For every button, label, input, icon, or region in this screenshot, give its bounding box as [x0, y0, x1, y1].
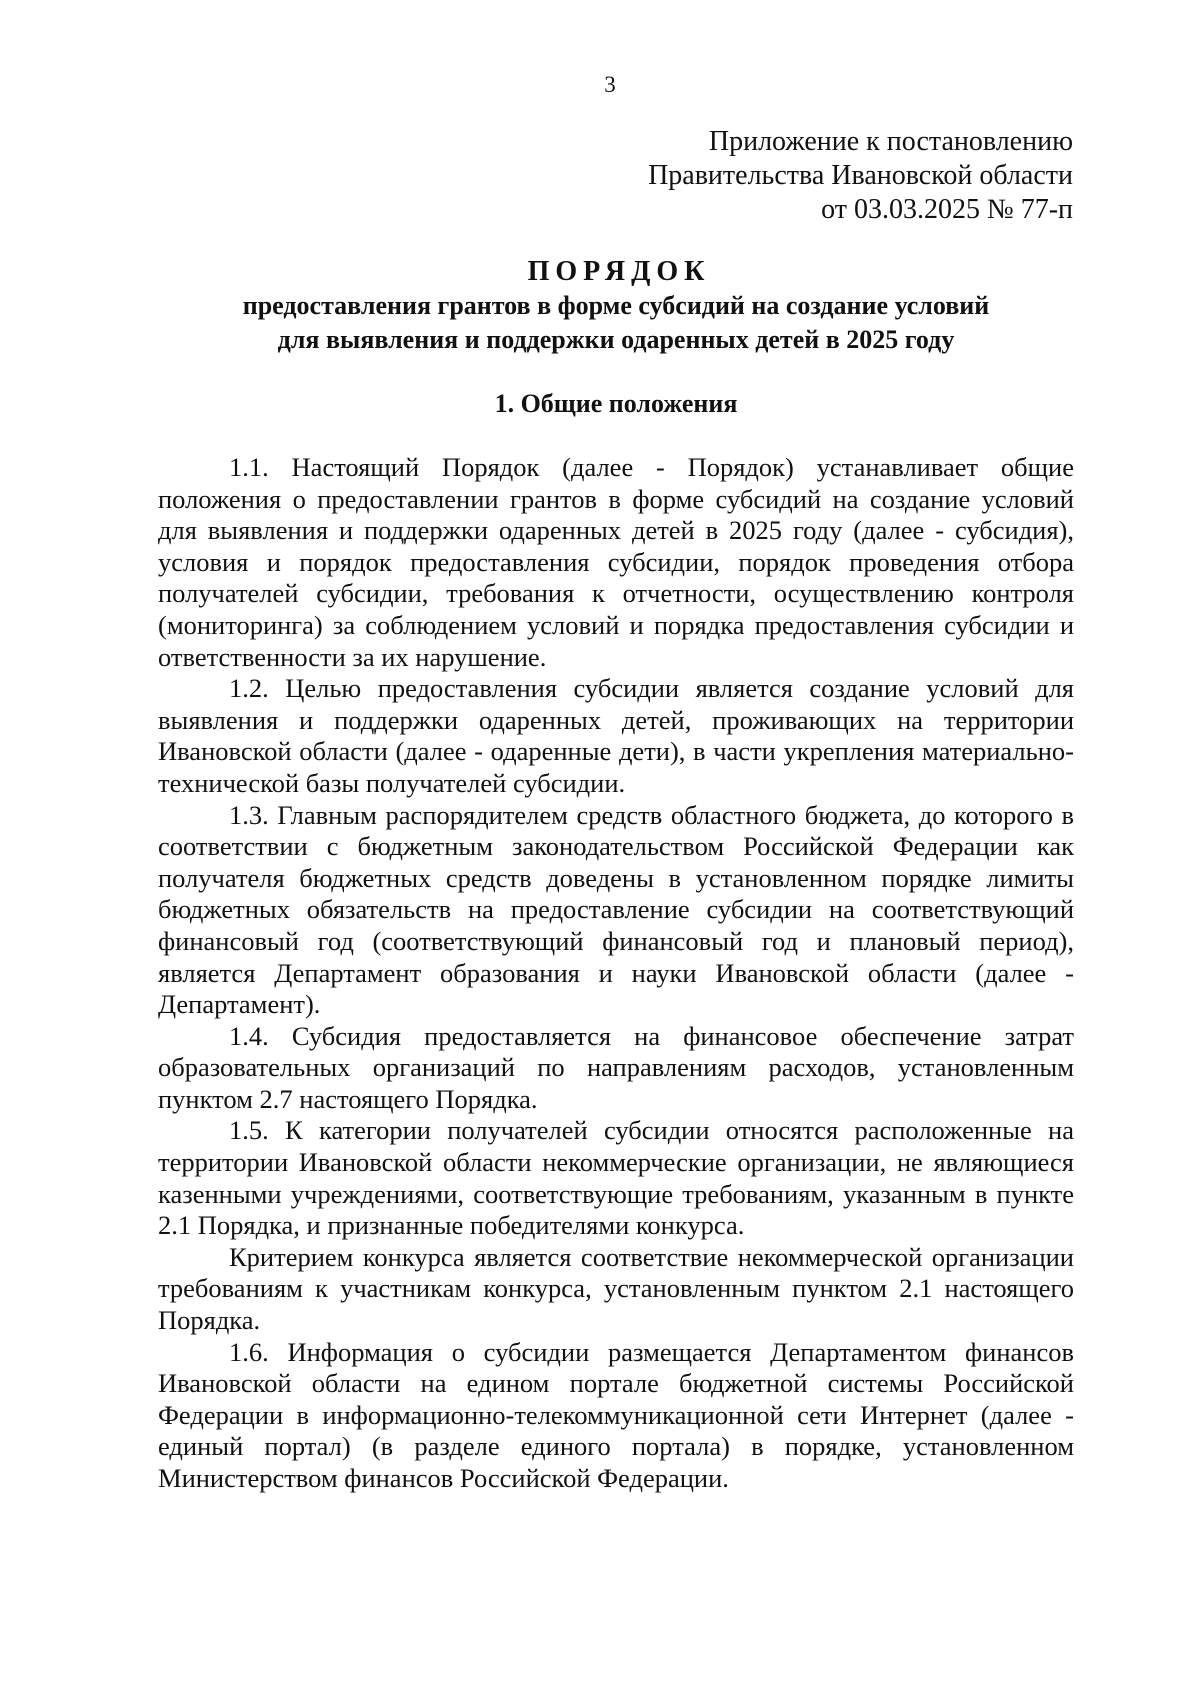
title-main: ПОРЯДОК [527, 256, 711, 287]
page-number: 3 [604, 72, 616, 97]
paragraph-criterion: Критерием конкурса является соответствие некоммерческой организации требованиям к участникам конкурса, установленным пунктом 2.1 настоящего Порядка. [158, 1241, 1074, 1336]
appendix-reference [648, 125, 1073, 227]
document-body [158, 452, 1074, 1495]
section-heading: 1. Общие положения [494, 389, 738, 418]
paragraph-1-6: 1.6. Информация о субсидии размещается Департаментом финансов Ивановской области на едином портале бюджетной системы Российской Федерации в информационно-телекоммуникационной сети Интернет (далее - единый портал) (в разделе единого портала) в порядке, установленном Министерством финансов Российской Федерации. [158, 1336, 1074, 1493]
appendix-line-2: Правительства Ивановской области [648, 160, 1073, 191]
document-title [158, 255, 1074, 357]
appendix-line-3: от 03.03.2025 № 77-п [821, 194, 1073, 225]
paragraph-1-2: 1.2. Целью предоставления субсидии является создание условий для выявления и поддержки одаренных детей, проживающих на территории Ивановской области (далее - одаренные дети), в части укрепления материально-технической базы получателей субсидии. [158, 673, 1074, 798]
paragraph-1-4: 1.4. Субсидия предоставляется на финансовое обеспечение затрат образовательных организаций по направлениям расходов, установленным пунктом 2.7 настоящего Порядка. [158, 1020, 1074, 1114]
paragraph-1-1: 1.1. Настоящий Порядок (далее - Порядок) устанавливает общие положения о предоставлении грантов в форме субсидий на создание условий для выявления и поддержки одаренных детей в 2025 году (далее - субсидия), условия и порядок предоставления субсидии, порядок проведения отбора получателей субсидии, требования к отчетности, осуществлению контроля (мониторинга) за соблюдением условий и порядка предоставления субсидии и ответственности за их нарушение. [158, 452, 1074, 672]
appendix-line-1: Приложение к постановлению [708, 126, 1073, 157]
title-subtitle-line-2: для выявления и поддержки одаренных детей в 2025 году [277, 325, 955, 354]
paragraph-1-5: 1.5. К категории получателей субсидии относятся расположенные на территории Ивановской области некоммерческие организации, не являющиеся казенными учреждениями, соответствующие требованиям, указанным в пункте 2.1 Порядка, и признанные победителями конкурса. [158, 1115, 1074, 1241]
title-subtitle-line-1: предоставления грантов в форме субсидий на создание условий [242, 291, 990, 320]
paragraph-1-3: 1.3. Главным распорядителем средств областного бюджета, до которого в соответствии с бюджетным законодательством Российской Федерации как получателя бюджетных средств доведены в установленном порядке лимиты бюджетных обязательств на предоставление субсидии на соответствующий финансовый год (соответствующий финансовый год и плановый период), является Департамент образования и науки Ивановской области (далее - Департамент). [158, 799, 1074, 1020]
